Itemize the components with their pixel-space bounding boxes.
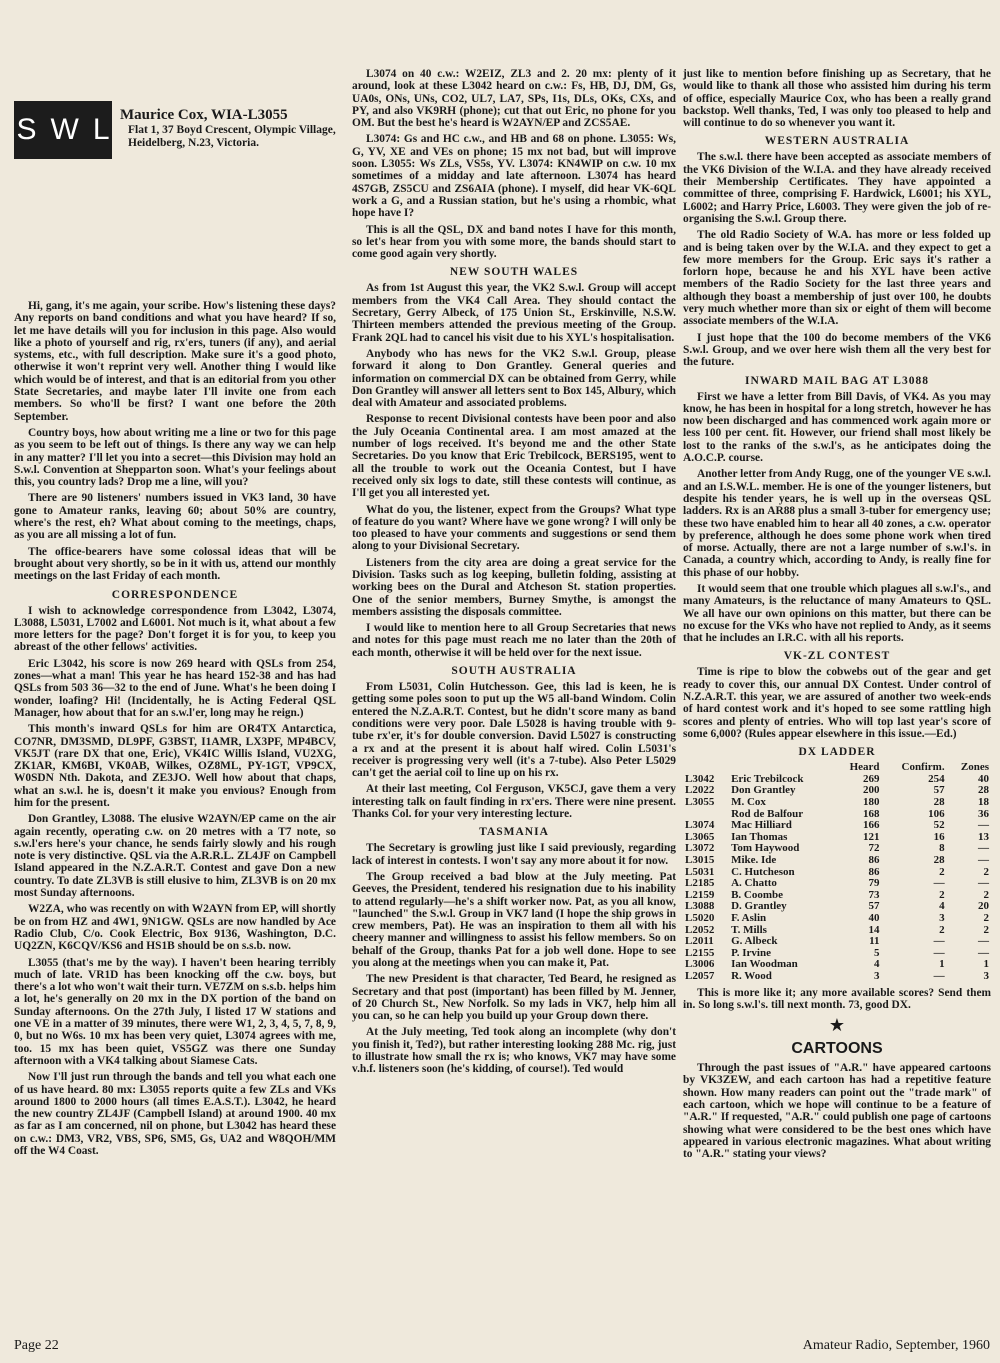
table-cell: L3065 xyxy=(685,830,715,843)
table-cell: 40 xyxy=(978,772,989,785)
table-cell: 2 xyxy=(983,911,989,924)
table-cell: 180 xyxy=(863,796,880,809)
table-cell: L2155 xyxy=(685,946,715,959)
section-heading-dx-ladder: DX LADDER xyxy=(798,746,876,759)
table-cell: — xyxy=(933,946,945,959)
table-cell: A. Chatto xyxy=(731,877,777,890)
table-cell: 3 xyxy=(939,911,945,924)
table-cell: Ian Thomas xyxy=(731,830,788,843)
table-cell: L2185 xyxy=(685,877,715,890)
table-cell: 79 xyxy=(868,877,880,890)
paragraph: The old Radio Society of W.A. has more or less folded up and is being taken over by the W.I.A. and they expect to get a few more members for the Group. Eric says it's rather a forlorn hope, because he and his XYL have been active members of the Radio Society for the last three years and although they boast a membership of just over 100, he doubts very much whether more than six or eight of them will become associate members of the W.I.A. xyxy=(683,229,991,328)
table-cell: B. Coombe xyxy=(731,888,784,901)
table-cell: L3088 xyxy=(685,900,715,913)
paragraph: The office-bearers have some colossal ideas that will be brought about very shortly, so be in it with us, attend our monthly meetings on the last Friday of each month. xyxy=(14,545,336,583)
paragraph: Another letter from Andy Rugg, one of the younger VE s.w.l. and an I.S.W.L. member. He is one of the younger listeners, but despite his tender years, he is well up in the overseas QSL ladders. Rx is an AR88 plus a small 3-tuber for emergency use; these two have enabled him to hear all 40 zones, a c.w. operator by preference, although he does some phone work when tired of morse. Actually, there are not a large number of s.w.l's. in Canada, a country which, according to Andy, is really fine for this phase of our hobby. xyxy=(683,468,991,579)
swl-header-box xyxy=(14,101,124,159)
table-cell: 2 xyxy=(983,865,989,878)
table-cell: 16 xyxy=(933,830,945,843)
column-header-zones: Zones xyxy=(960,761,989,774)
column-header-heard: Heard xyxy=(849,761,880,774)
section-heading-sa: SOUTH AUSTRALIA xyxy=(451,665,577,678)
magazine-footer: Amateur Radio, September, 1960 xyxy=(802,1338,990,1353)
table-cell: 4 xyxy=(874,958,880,971)
paragraph: L3074 on 40 c.w.: W2EIZ, ZL3 and 2. 20 mx: plenty of it around, look at these L3042 heard on c.w.: Fs, HB, DJ, DM, Gs, UA0s, ONs, UNs, CO2, UL7, LA7, SPs, I1s, DLs, OKs, CXs, and PY, and also VK9RH (phone); cut that out Eric, no phone for you OM. But the best he's heard is W2AYN/EP and ZCS5AE. xyxy=(352,68,676,130)
table-cell: L2057 xyxy=(685,969,715,982)
table-cell: P. Irvine xyxy=(731,946,771,959)
paragraph: L3074: Gs and HC c.w., and HB and 68 on phone. L3055: Ws, G, YV, XE and VEs on phone; 15 mx not bad, but will improve soon. L3055: Ws ZLs, VS5s, YV. L3074: KN4WIP on c.w. 10 mx sometimes of a midday and late afternoon. L3074 has heard 4S7GB, ZS5CU and ZS6AIA (phone). I myself, did hear VK-6QL work a G, and a Russian station, but he's using a rhombic, what hope have I? xyxy=(352,133,676,220)
column-3 xyxy=(683,68,991,1165)
table-cell: L5020 xyxy=(685,911,715,924)
table-cell: 11 xyxy=(869,935,880,948)
table-cell: L3074 xyxy=(685,819,715,832)
paragraph: This is all the QSL, DX and band notes I have for this month, so let's hear from you with some more, the bands should start to come good again very shortly. xyxy=(352,223,676,261)
table-cell: L3072 xyxy=(685,842,715,855)
table-cell: Mac Hilliard xyxy=(731,819,792,832)
table-cell: L3015 xyxy=(685,854,715,866)
table-cell: L3006 xyxy=(685,958,715,971)
paragraph: Listeners from the city area are doing a great service for the Division. Tasks such as log keeping, bulletin folding, assisting at working bees on the Dural and Atcheson St. station properties. One of the senior members, Burney Smythe, is amongst the members assisting the disposals committee. xyxy=(352,556,676,618)
table-cell: 2 xyxy=(939,923,945,936)
table-cell: — xyxy=(978,946,989,959)
paragraph: Through the past issues of "A.R." have appeared cartoons by VK3ZEW, and each cartoon has had a repetitive feature shown. How many readers can point out the "trade mark" of each cartoon, which we hope will continue to be a feature of "A.R." If requested, "A.R." could publish one page of cartoons showing what were considered to be the best ones which have appeared in various electronic magazines. What about writing to "A.R." stating your views? xyxy=(683,1062,991,1161)
paragraph: L3055 (that's me by the way). I haven't been hearing terribly much of late. VR1D has been knocking off the c.w. boys, but there's a lot who won't wait their turn. VE7ZM on s.s.b. helps him a lot, he's generally on 20 mx in the DX portion of the band on Sunday afternoons. On the 27th July, I listed 17 W stations and one VE in a matter of 39 minutes, there were W1, 2, 3, 4, 5, 7, 8, 9, 0, but no W6s. 10 mx has been very quiet, L3074 agrees with me, too. 15 mx has been quiet, VS5GZ was there one Sunday afternoon with a VK4 talking about Siamese Cats. xyxy=(14,956,336,1067)
section-heading-mail-bag: INWARD MAIL BAG AT L3088 xyxy=(745,374,929,387)
table-cell: D. Grantley xyxy=(731,900,787,913)
table-cell: 8 xyxy=(939,842,945,855)
paragraph: Anybody who has news for the VK2 S.w.l. Group, please forward it along to Don Grantley. General queries and information on commercial DX can be obtained from Gerry, while Don Grantley will answer all letters sent to Box 145, Albury, which deal with Amateur and associated problems. xyxy=(352,347,676,410)
table-cell: 166 xyxy=(863,819,880,832)
table-row xyxy=(683,948,991,960)
table-cell: L2011 xyxy=(685,935,714,948)
table-cell: G. Albeck xyxy=(731,935,778,948)
section-heading-nsw: NEW SOUTH WALES xyxy=(449,266,579,279)
table-row xyxy=(683,855,991,867)
table-cell: 14 xyxy=(868,923,880,936)
table-cell: Ian Woodman xyxy=(731,958,798,971)
table-cell: 121 xyxy=(863,830,880,843)
author-block xyxy=(120,107,336,150)
paragraph: W2ZA, who was recently on with W2AYN from EP, will shortly be on from HZ and 4W1, 9N1GW. QSLs are now handled by Ace Radio Club, C/o. Cook Electric, Box 9136, Washington, D.C. UQ2ZN, K6CQV/KS6 and HS1B should be on s.s.b. now. xyxy=(14,903,336,953)
table-cell: 13 xyxy=(978,830,989,843)
table-row xyxy=(683,936,991,948)
table-cell: 18 xyxy=(978,796,989,809)
table-cell: L2022 xyxy=(685,784,715,797)
table-cell: 73 xyxy=(868,888,880,901)
table-cell: 40 xyxy=(868,911,880,924)
table-cell: Rod de Balfour xyxy=(731,807,804,820)
star-divider: ★ xyxy=(828,1015,846,1036)
paragraph: There are 90 listeners' numbers issued in VK3 land, 30 have gone to Amateur ranks, leaving 60; about 50% are country, where's the rest, eh? What about coming to the meetings, chaps, as you are all missing a lot of fun. xyxy=(14,492,336,542)
table-cell: — xyxy=(978,935,989,948)
page-number: Page 22 xyxy=(14,1338,59,1353)
author-address: Flat 1, 37 Boyd Crescent, Olympic Village, Heidelberg, N.23, Victoria. xyxy=(128,124,336,149)
table-cell: L2159 xyxy=(685,888,715,901)
table-cell: 3 xyxy=(983,969,989,982)
table-cell: 72 xyxy=(868,842,880,855)
dx-ladder-table xyxy=(683,762,991,982)
column-1 xyxy=(14,300,336,1161)
table-cell: — xyxy=(978,854,989,866)
section-heading-vkzl: VK-ZL CONTEST xyxy=(783,650,891,663)
table-cell: C. Hutcheson xyxy=(731,865,795,878)
paragraph: At their last meeting, Col Ferguson, VK5CJ, gave them a very interesting talk on fault finding in rx'ers. There were nine present. Thanks Col. for your very interesting lecture. xyxy=(352,783,676,821)
table-cell: 2 xyxy=(939,888,945,901)
table-cell: 28 xyxy=(933,796,945,809)
table-cell: 269 xyxy=(863,772,880,785)
table-cell: Eric Trebilcock xyxy=(731,772,804,785)
paragraph: Response to recent Divisional contests have been poor and also the July Oceania Continental area. I am most amazed at the number of logs received. It's beyond me and the other State Secretaries. Do you know that Eric Trebilcock, BERS195, went to all the trouble to work out the Oceania Contest, but I have received only six logs to date, still these contests will continue, as I'll get you all interested yet. xyxy=(352,413,676,500)
swl-label: SWL xyxy=(16,113,124,146)
paragraph: I just hope that the 100 do become members of the VK6 S.w.l. Group, and we over here wish them all the very best for the future. xyxy=(683,331,991,369)
dx-ladder-body xyxy=(683,774,991,983)
table-cell: T. Mills xyxy=(731,923,767,936)
section-heading-cartoons: CARTOONS xyxy=(791,1040,883,1058)
table-cell: 57 xyxy=(933,784,945,797)
table-cell: 1 xyxy=(939,958,945,971)
table-cell: 200 xyxy=(863,784,880,797)
column-header-confirm: Confirm. xyxy=(901,761,945,774)
paragraph: I would like to mention here to all Group Secretaries that news and notes for this page must reach me no later than the 20th of each month, otherwise it will be held over for the next issue. xyxy=(352,622,676,659)
paragraph: From L5031, Colin Hutchesson. Gee, this lad is keen, he is getting some poles soon to put up the W5 all-band Windom. Colin entered the N.Z.A.R.T. Contest, but he didn't score many as band conditions were very poor. Dale L5028 is having trouble with 9-tube rx'er, it's for double conversion. David L5027 is constructing a rx and at the present it is about half wired. Colin L5031's receiver is progressing very well (it's a 7-tube). Also Peter L5029 can't get the aerial coil to line up on his rx. xyxy=(352,681,676,780)
table-cell: — xyxy=(933,935,945,948)
section-heading-tasmania: TASMANIA xyxy=(479,826,549,839)
table-row xyxy=(683,797,991,809)
paragraph: The Secretary is growling just like I said previously, regarding lack of interest in contests. I won't say any more about it for now. xyxy=(352,842,676,867)
table-cell: 4 xyxy=(939,900,945,913)
table-cell: R. Wood xyxy=(731,969,772,982)
table-cell: — xyxy=(978,819,989,832)
table-cell: L2052 xyxy=(685,923,715,936)
paragraph: Hi, gang, it's me again, your scribe. How's listening these days? Any reports on band conditions and what you have heard? If so, let me have details will you for inclusion in this page. Also would like a photo of yourself and rig, rx'ers, tuners (if any), and aerial systems, etc., with full description. Make sure it's a good photo, otherwise it won't reprint very well. Another thing I would like which would be of interest, and that is an editorial from you other State Secretaries, and maybe later I'll invite one from each members. So who'll be first? I want one before the 20th September. xyxy=(14,300,336,423)
paragraph: Eric L3042, his score is now 269 heard with QSLs from 254, zones—what a man! This year he has heard 152-38 and has had QSLs from 503 36—32 to the end of June. What's he been doing I wonder, loafing? Hi! (Incidentally, he is Acting Federal QSL Manager, how about that for an s.w.l'er, long may he reign.) xyxy=(14,657,336,719)
paragraph: This is more like it; any more available scores? Send them in. So long s.w.l's. till next month. 73, good DX. xyxy=(683,986,991,1011)
table-cell: L5031 xyxy=(685,865,715,878)
table-cell: Mike. Ide xyxy=(731,854,777,866)
table-cell: F. Aslin xyxy=(731,911,767,924)
paragraph: The Group received a bad blow at the July meeting. Pat Geeves, the President, tendered his resignation due to his inability to attend regularly—he's a shift worker now. Pat, as you all know, "launched" the S.w.l. Group in VK7 land (I hope the ship grows in crew members, Pat). He was an inspiration to them all with his cheery manner and willingness to assist his fellow members. So on behalf of the Group, thanks Pat for a job well done. Hope to see you along at the meetings when you can make it, Pat. xyxy=(352,870,676,969)
author-name: Maurice Cox, WIA-L3055 xyxy=(120,107,288,123)
column-2 xyxy=(352,68,676,1080)
section-heading-wa: WESTERN AUSTRALIA xyxy=(764,135,910,148)
table-cell: — xyxy=(933,969,945,982)
table-cell: 86 xyxy=(868,865,880,878)
table-row xyxy=(683,913,991,925)
table-cell: 106 xyxy=(928,807,945,820)
table-cell: 5 xyxy=(874,946,880,959)
table-cell: 3 xyxy=(874,969,880,982)
paragraph: The new President is that character, Ted Beard, he resigned as Secretary and that post (important) has been filled by M. Jenner, of 20 Church St., New Norfolk. So my lads in VK7, help him all you can, so he can help you build up your Group down there. xyxy=(352,973,676,1023)
table-cell: M. Cox xyxy=(731,796,766,809)
table-cell: 28 xyxy=(933,854,945,866)
table-row xyxy=(683,971,991,983)
table-cell: — xyxy=(933,877,945,890)
table-cell: — xyxy=(978,877,989,890)
table-cell: 20 xyxy=(978,900,989,913)
paragraph: As from 1st August this year, the VK2 S.w.l. Group will accept members from the VK4 Call Area. They should contact the Secretary, Gerry Albeck, of 175 Union St., Erskinville, N.S.W. Thirteen members attended the previous meeting of the Group. Frank 2QL had to cancel his visit due to his XYL's hospitalisation. xyxy=(352,282,676,344)
table-cell: 168 xyxy=(863,807,880,820)
paragraph: This month's inward QSLs for him are OR4TX Antarctica, CO7NR, DM3SMD, DL9PF, G3BST, I1AMR, LX3PF, MP4BCV, VK5JT (rare DX that one, Eric), VK4IC Willis Island, VU2XG, ZK1AR, KM6BI, VK0AB, Wilkes, OZ8ML, PY-1GT, VP9CX, W0SDN Nth. Dakota, and ZE3JO. Well how about that chaps, what an s.w.l. he is, doesn't it make you envious? Enough from him for the present. xyxy=(14,723,336,809)
table-cell: 2 xyxy=(983,888,989,901)
table-cell: — xyxy=(978,842,989,855)
table-cell: Don Grantley xyxy=(731,784,796,797)
table-cell: 2 xyxy=(983,923,989,936)
paragraph: The s.w.l. there have been accepted as associate members of the VK6 Division of the W.I.A. and they have already received their Membership Certificates. They have appointed a committee of three, comprising F. Hardwick, L6001; his XYL, L6002; and Harry Price, L6003. They were given the job of re-organising the S.w.l. Group there. xyxy=(683,151,991,225)
paragraph: Now I'll just run through the bands and tell you what each one of us have heard. 80 mx: L3055 reports quite a few ZLs and VKs around 1800 to 2000 hours (all times E.A.S.T.). L3042, he heard the new country ZL4JF (Campbell Island) at around 1900. 40 mx as far as I am concerned, nil on phone, but L3042 has heard these on c.w.: DM3, VR2, VBS, SP6, SM5, Gs, UA2 and W8QOH/MM off the W4 Coast. xyxy=(14,1071,336,1157)
paragraph: I wish to acknowledge correspondence from L3042, L3074, L3088, L5031, L7002 and L6001. Not much is it, what about a few more letters for the page? Don't forget it is for you, to keep you abreast of the other fellows' activities. xyxy=(14,604,336,654)
paragraph: Don Grantley, L3088. The elusive W2AYN/EP came on the air again recently, operating c.w. on 20 metres with a T7 note, so s.w.l'ers here's your chance, he sends fairly slowly and his rough note is very distinctive. QSL via the A.R.R.L. ZL4JF on Campbell Island appeared in the N.Z.A.R.T. Contest and gave Don a new country. To date ZL3VB is still elusive to him, ZL3VB is on 20 mx most Sunday afternoons. xyxy=(14,813,336,900)
table-cell: 1 xyxy=(983,958,989,971)
paragraph: At the July meeting, Ted took along an incomplete (why don't you finish it, Ted?), but rather interesting looking 288 Mc. rig, just to illustrate how small the rx is; who knows, VK7 may have some v.h.f. listeners soon (he's kidding, of course!). Ted would xyxy=(352,1026,676,1076)
table-cell: 2 xyxy=(939,865,945,878)
paragraph: Country boys, how about writing me a line or two for this page as you seem to be left out of things. Is there any way we can help in any matter? I'll let you into a secret—this Division may hold an S.w.l. Convention at Shepparton soon. What's your feelings about this, you country lads? Drop me a line, will you? xyxy=(14,426,336,489)
table-cell: 52 xyxy=(933,819,945,832)
table-cell: 254 xyxy=(928,772,945,785)
table-cell: 86 xyxy=(868,854,880,866)
table-cell: 36 xyxy=(978,807,989,820)
paragraph: It would seem that one trouble which plagues all s.w.l's., and many Amateurs, is the reluctance of many Amateurs to QSL. We all have our own opinions on this matter, but there can be no excuse for the VKs who have not replied to Andy, as it seems that he includes an I.R.C. with all his reports. xyxy=(683,582,991,645)
table-cell: 57 xyxy=(868,900,880,913)
table-cell: L3042 xyxy=(685,772,715,785)
paragraph: First we have a letter from Bill Davis, of VK4. As you may know, he has been in hospital for a long stretch, however he has now been discharged and has commenced work again more or less 100 per cent. fit. However, our friend shall most likely be lost to the ranks of the s.w.l's, as he anticipates doing the A.O.C.P. course. xyxy=(683,390,991,465)
table-cell: 28 xyxy=(978,784,989,797)
table-cell: L3055 xyxy=(685,796,715,809)
table-cell: Tom Haywood xyxy=(731,842,800,855)
section-heading-correspondence: CORRESPONDENCE xyxy=(111,588,239,601)
paragraph: Time is ripe to blow the cobwebs out of the gear and get ready to cover this, our annual DX Contest. Under control of N.Z.A.R.T. this year, we are assured of another two week-ends of hard contest work and it's hoped to see some rattling high scores and plenty of entries. Who will top last year's score of some 6,000? (Rules appear elsewhere in this issue.—Ed.) xyxy=(683,666,991,740)
paragraph: just like to mention before finishing up as Secretary, that he would like to thank all those who assisted him during his term of office, especially Maurice Cox, who has been a really grand backstop. Well thanks, Ted, I was only too pleased to help and will continue to do so whenever you want it. xyxy=(683,68,991,130)
paragraph: What do you, the listener, expect from the Groups? What type of feature do you want? Where have we gone wrong? I will only be too pleased to have your comments and suggestions or send them along to your Divisional Secretary. xyxy=(352,503,676,553)
